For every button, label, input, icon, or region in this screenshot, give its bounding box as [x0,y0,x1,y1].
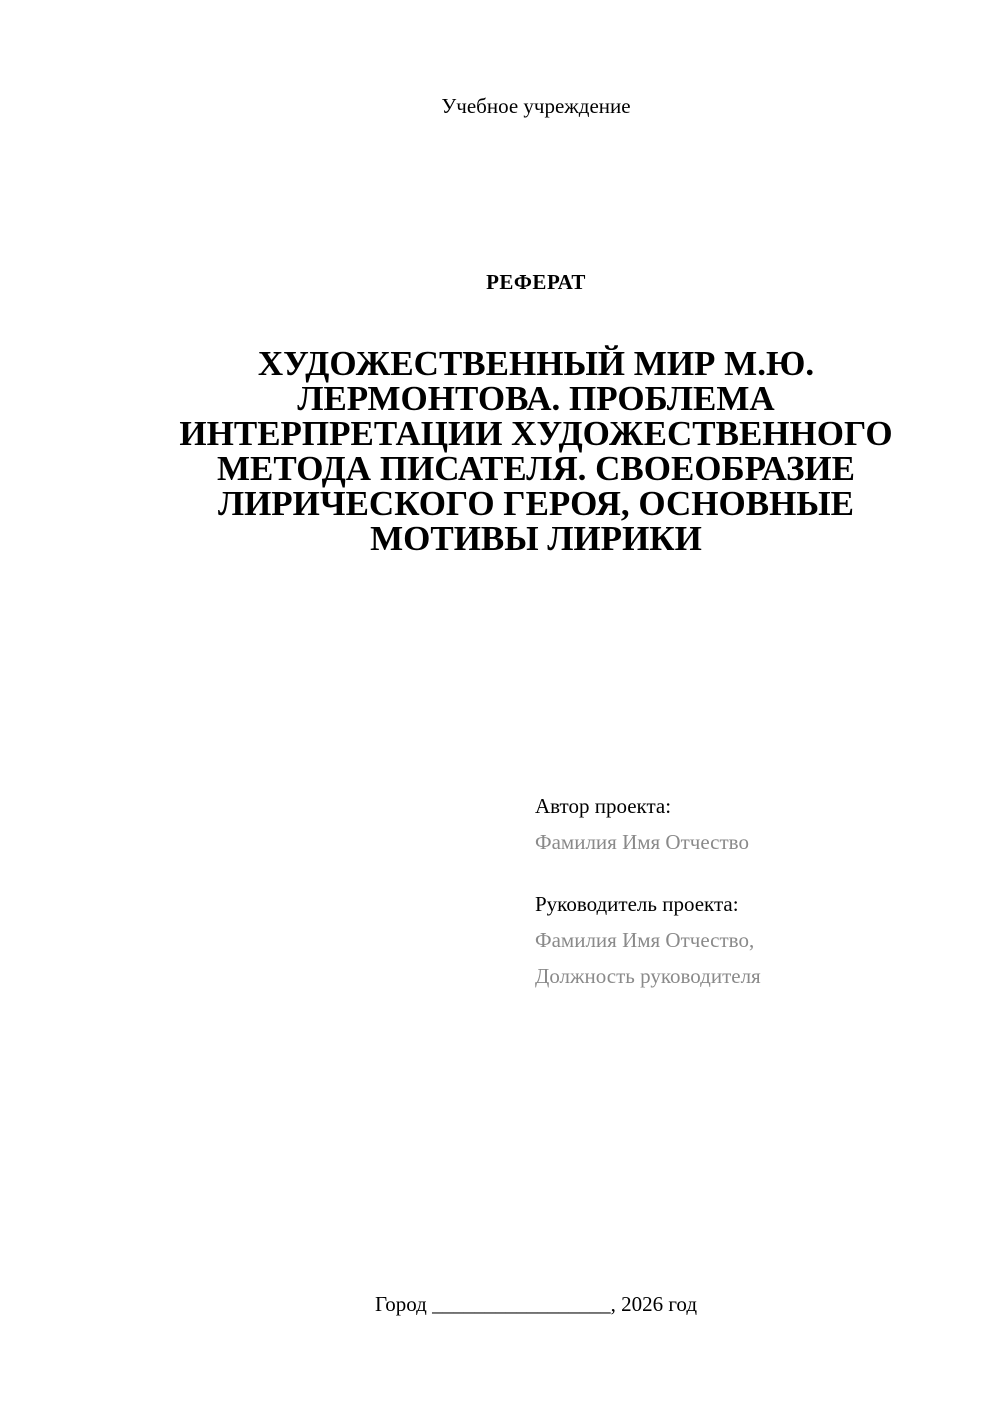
credits-spacer [535,860,975,886]
author-label: Автор проекта: [535,794,672,818]
supervisor-label: Руководитель проекта: [535,892,739,916]
document-title: ХУДОЖЕСТВЕННЫЙ МИР М.Ю. ЛЕРМОНТОВА. ПРОБЛЕМА ИНТЕРПРЕТАЦИИ ХУДОЖЕСТВЕННОГО МЕТОДА ПИСАТЕЛЯ. СВОЕОБРАЗИЕ ЛИРИЧЕСКОГО ГЕРОЯ, ОСНОВНЫЕ МОТИВЫ ЛИРИКИ [179,344,893,558]
author-name: Фамилия Имя Отчество [535,830,749,854]
document-type: РЕФЕРАТ [486,270,586,294]
institution-name: Учебное учреждение [441,94,631,118]
supervisor-name: Фамилия Имя Отчество, [535,928,755,952]
supervisor-position: Должность руководителя [535,964,761,988]
credits-block [535,788,975,994]
city-year-line: Город _________________, 2026 год [374,1292,698,1316]
